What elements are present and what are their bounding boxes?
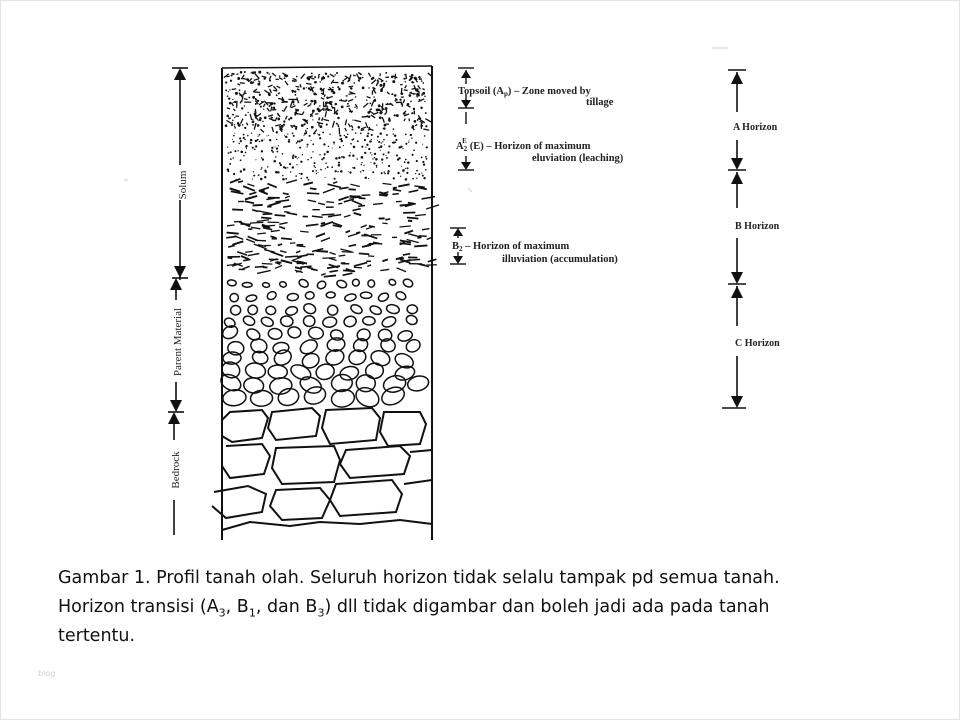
caption-line-2: Horizon transisi ($A_3$, $B_1$, dan $B_3$) dll tidak digambar dan boleh jadi ada pada tanah [58,597,770,620]
a2-label-line2: eluviation (leaching) [532,153,624,164]
parent-material-label: Parent Material [172,307,184,377]
topsoil-label: Topsoil (Ap) – Zone moved by [458,86,591,98]
b2-label-line2: illuviation (accumulation) [502,254,618,265]
right-dimension-arrows [722,70,746,408]
caption-line-1: Gambar 1. Profil tanah olah. Seluruh horizon tidak selalu tampak pd semua tanah. [58,568,780,588]
solum-label: Solum [177,170,189,200]
topsoil-label-line2: tillage [586,97,614,108]
a2-label: A2E (E) – Horizon of maximum [456,137,591,153]
bedrock-stones [212,408,432,530]
b-horizon-texture [226,179,439,277]
parent-material-pebbles [218,278,430,411]
soil-column [222,66,432,540]
a-horizon-label: A Horizon [733,122,778,133]
topsoil-texture [224,71,432,135]
figure-caption [58,564,908,651]
b-horizon-label: B Horizon [735,221,780,232]
b2-label: B2 – Horizon of maximum [452,241,570,253]
watermark: blog [38,669,56,678]
bedrock-label: Bedrock [170,451,182,489]
eluviation-texture [227,131,428,181]
caption-line-3: tertentu. [58,626,136,646]
c-horizon-label: C Horizon [735,338,780,349]
middle-dimension-arrows [450,68,474,264]
